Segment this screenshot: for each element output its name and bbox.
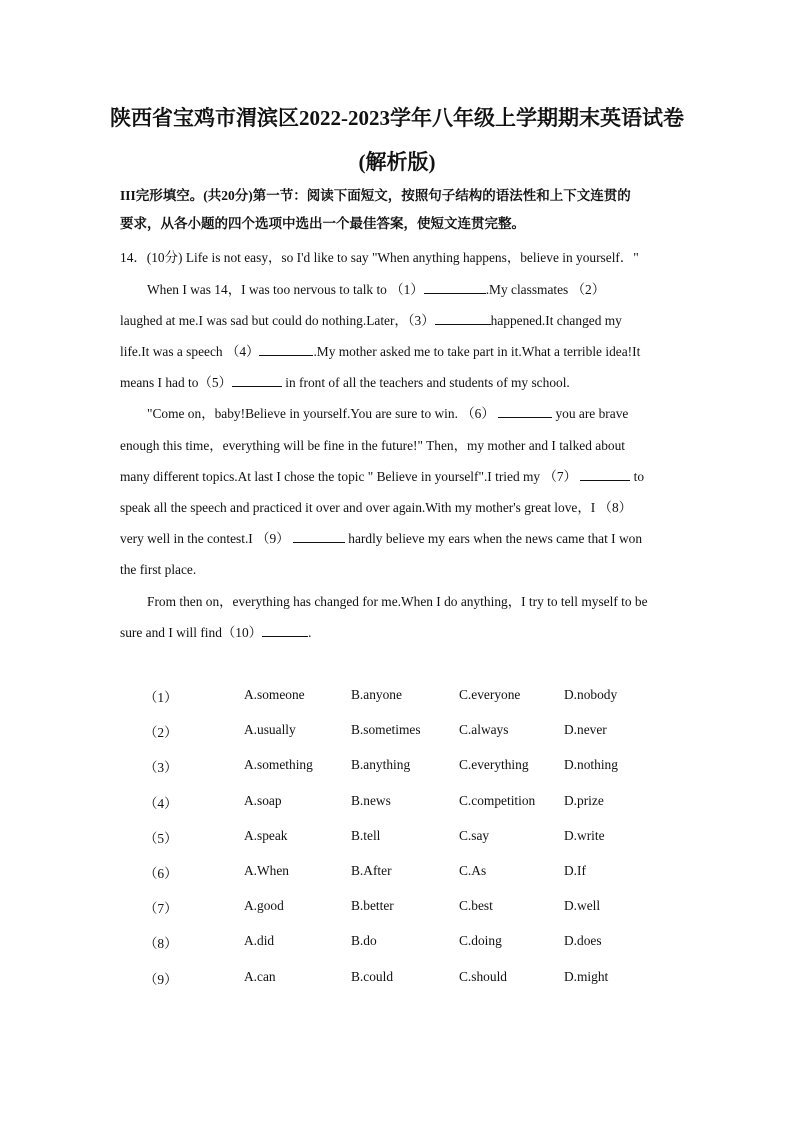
option-d: D.might	[564, 969, 609, 984]
option-c: C.best	[459, 898, 493, 913]
passage-line: many different topics.At last I chose the topic " Believe in yourself".I tried my （7） to	[120, 469, 645, 484]
option-number: （6）	[144, 866, 178, 881]
option-d: D.nothing	[564, 757, 618, 772]
option-c: C.As	[459, 863, 487, 878]
option-number: （5）	[144, 831, 178, 846]
option-row	[0, 828, 794, 848]
option-b: B.do	[351, 933, 377, 948]
passage-line: sure and I will find（10） .	[120, 625, 312, 640]
passage-line: "Come on，baby!Believe in yourself.You are sure to win. （6） you are brave	[147, 406, 629, 421]
option-d: D.write	[564, 828, 605, 843]
passage-line: From then on，everything has changed for me.When I do anything，I try to tell myself to be	[147, 594, 648, 609]
option-a: A.someone	[244, 687, 305, 702]
answer-blank	[580, 468, 630, 481]
option-d: D.does	[564, 933, 602, 948]
option-a: A.can	[244, 969, 276, 984]
option-b: B.tell	[351, 828, 381, 843]
option-c: C.should	[459, 969, 507, 984]
option-c: C.always	[459, 722, 509, 737]
passage-line: When I was 14，I was too nervous to talk to （1） .My classmates （2）	[147, 282, 606, 297]
option-number: （1）	[144, 690, 178, 705]
passage-line: life.It was a speech （4） .My mother asked me to take part in it.What a terrible idea!It	[120, 344, 641, 359]
option-b: B.better	[351, 898, 394, 913]
option-number: （8）	[144, 936, 178, 951]
option-b: B.After	[351, 863, 392, 878]
option-number: （9）	[144, 972, 178, 987]
option-d: D.prize	[564, 793, 604, 808]
option-row	[0, 969, 794, 989]
section-instruction-line-2: 要求，从各小题的四个选项中选出一个最佳答案，使短文连贯完整。	[120, 216, 525, 231]
option-d: D.never	[564, 722, 607, 737]
option-c: C.say	[459, 828, 490, 843]
option-c: C.doing	[459, 933, 502, 948]
page-title: 陕西省宝鸡市渭滨区2022-2023学年八年级上学期期末英语试卷	[110, 106, 684, 130]
option-row	[0, 863, 794, 883]
section-instruction-line-1: III完形填空。(共20分)第一节：阅读下面短文，按照句子结构的语法性和上下文连贯的	[120, 188, 631, 203]
answer-blank	[498, 405, 552, 418]
answer-blank	[262, 624, 308, 637]
option-row	[0, 933, 794, 953]
option-row	[0, 793, 794, 813]
option-d: D.well	[564, 898, 601, 913]
option-b: B.news	[351, 793, 391, 808]
option-a: A.something	[244, 757, 313, 772]
passage-line: speak all the speech and practiced it over and over again.With my mother's great love，I （8）	[120, 500, 633, 515]
option-d: D.If	[564, 863, 586, 878]
option-number: （2）	[144, 725, 178, 740]
option-b: B.sometimes	[351, 722, 421, 737]
answer-blank	[435, 312, 491, 325]
answer-blank	[424, 281, 486, 294]
option-row	[0, 687, 794, 707]
option-b: B.could	[351, 969, 394, 984]
passage-line: very well in the contest.I （9） hardly believe my ears when the news came that I won	[120, 531, 643, 546]
option-a: A.usually	[244, 722, 296, 737]
option-a: A.good	[244, 898, 284, 913]
option-b: B.anyone	[351, 687, 402, 702]
option-row	[0, 722, 794, 742]
option-c: C.everything	[459, 757, 529, 772]
option-number: （3）	[144, 760, 178, 775]
answer-blank	[259, 343, 313, 356]
passage-line: enough this time，everything will be fine in the future!" Then，my mother and I talked about	[120, 438, 626, 453]
answer-blank	[232, 374, 282, 387]
option-row	[0, 757, 794, 777]
option-row	[0, 898, 794, 918]
passage-line: the first place.	[120, 562, 197, 577]
option-c: C.competition	[459, 793, 536, 808]
option-number: （7）	[144, 901, 178, 916]
option-c: C.everyone	[459, 687, 521, 702]
passage-line: means I had to（5） in front of all the teachers and students of my school.	[120, 375, 570, 390]
page-subtitle: (解析版)	[358, 150, 436, 174]
option-a: A.speak	[244, 828, 288, 843]
option-a: A.soap	[244, 793, 282, 808]
passage-line: laughed at me.I was sad but could do nothing.Later，（3） happened.It changed my	[120, 313, 622, 328]
option-number: （4）	[144, 796, 178, 811]
option-b: B.anything	[351, 757, 411, 772]
option-d: D.nobody	[564, 687, 618, 702]
option-a: A.When	[244, 863, 289, 878]
answer-blank	[293, 530, 345, 543]
option-a: A.did	[244, 933, 275, 948]
question-stem: 14．(10分) Life is not easy，so I'd like to say "When anything happens，believe in yourself．"	[120, 250, 639, 265]
